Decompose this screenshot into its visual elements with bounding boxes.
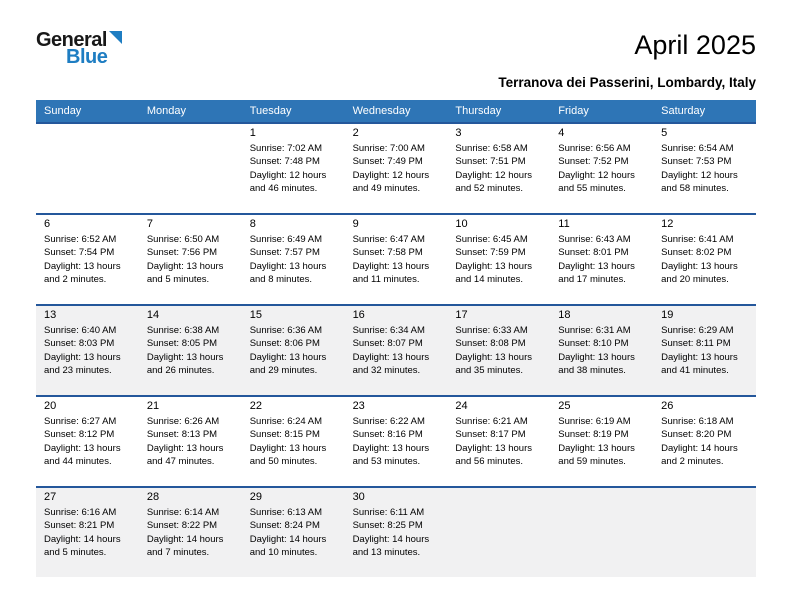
sunset-text: Sunset: 7:54 PM: [44, 247, 115, 259]
daylight-text-line1: Daylight: 12 hours: [455, 169, 532, 181]
sunset-text: Sunset: 8:05 PM: [146, 338, 218, 350]
logo-triangle-icon: [109, 31, 122, 44]
daylight-text-line2: and 7 minutes.: [146, 547, 210, 559]
location-subtitle: Terranova dei Passerini, Lombardy, Italy: [498, 75, 756, 90]
sunset-text: Sunset: 8:13 PM: [146, 429, 218, 441]
day-number: 4: [558, 127, 565, 139]
sunset-text: Sunset: 8:01 PM: [558, 247, 629, 259]
daylight-text-line1: Daylight: 13 hours: [455, 351, 532, 363]
daylight-text-line1: Daylight: 13 hours: [455, 442, 532, 454]
day-number: 18: [558, 309, 571, 321]
day-cell: [345, 215, 448, 304]
weekday-header-wednesday: Wednesday: [352, 105, 411, 117]
daylight-text-line1: Daylight: 14 hours: [352, 533, 430, 545]
day-cell: [139, 488, 242, 577]
day-cell: [550, 397, 653, 486]
daylight-text-line1: Daylight: 13 hours: [44, 351, 121, 363]
day-cell: [242, 397, 345, 486]
sunset-text: Sunset: 8:24 PM: [249, 520, 320, 532]
daylight-text-line2: and 53 minutes.: [352, 456, 421, 468]
day-cell: [36, 306, 139, 395]
title-block: [498, 30, 756, 90]
sunrise-text: Sunrise: 6:19 AM: [558, 416, 631, 427]
sunset-text: Sunset: 7:58 PM: [352, 247, 423, 259]
daylight-text-line1: Daylight: 13 hours: [558, 442, 635, 454]
daylight-text-line1: Daylight: 13 hours: [44, 260, 121, 272]
sunset-text: Sunset: 8:06 PM: [249, 338, 320, 350]
day-cell: [447, 124, 550, 213]
week-row: [36, 213, 756, 304]
day-number: 5: [661, 127, 668, 139]
daylight-text-line2: and 47 minutes.: [146, 456, 215, 468]
day-number: 12: [661, 218, 674, 230]
day-cell: [242, 124, 345, 213]
day-number: 30: [352, 491, 365, 503]
sunrise-text: Sunrise: 6:13 AM: [249, 507, 323, 518]
sunrise-text: Sunrise: 7:00 AM: [352, 143, 425, 154]
calendar-weeks: [36, 122, 756, 577]
daylight-text-line1: Daylight: 13 hours: [146, 351, 224, 363]
sunset-text: Sunset: 8:03 PM: [44, 338, 115, 350]
daylight-text-line1: Daylight: 14 hours: [44, 533, 121, 545]
daylight-text-line2: and 46 minutes.: [249, 183, 318, 195]
day-number: 8: [249, 218, 256, 230]
day-cell: [242, 488, 345, 577]
sunset-text: Sunset: 7:53 PM: [661, 156, 732, 168]
weekday-header-thursday: Thursday: [455, 105, 502, 117]
week-row: [36, 122, 756, 213]
day-cell: [345, 488, 448, 577]
day-number: 28: [146, 491, 160, 503]
day-number: 16: [352, 309, 365, 321]
daylight-text-line2: and 35 minutes.: [455, 365, 524, 377]
daylight-text-line1: Daylight: 13 hours: [661, 351, 738, 363]
sunset-text: Sunset: 7:51 PM: [455, 156, 526, 168]
day-number: 13: [44, 309, 57, 321]
daylight-text-line2: and 55 minutes.: [558, 183, 626, 195]
weekday-header-row: [36, 100, 756, 122]
daylight-text-line1: Daylight: 12 hours: [352, 169, 430, 181]
day-cell: [139, 397, 242, 486]
sunrise-text: Sunrise: 6:49 AM: [249, 234, 323, 245]
day-cell: [550, 124, 653, 213]
general-blue-logo: [36, 30, 122, 67]
daylight-text-line1: Daylight: 13 hours: [146, 260, 224, 272]
daylight-text-line1: Daylight: 12 hours: [558, 169, 635, 181]
sunrise-text: Sunrise: 6:43 AM: [558, 234, 631, 245]
sunset-text: Sunset: 8:22 PM: [146, 520, 218, 532]
daylight-text-line1: Daylight: 12 hours: [249, 169, 327, 181]
day-cell: [36, 397, 139, 486]
daylight-text-line2: and 49 minutes.: [352, 183, 421, 195]
sunrise-text: Sunrise: 6:16 AM: [44, 507, 117, 518]
weekday-header-tuesday: Tuesday: [249, 105, 292, 117]
daylight-text-line2: and 14 minutes.: [455, 274, 524, 286]
sunset-text: Sunset: 7:57 PM: [249, 247, 320, 259]
daylight-text-line1: Daylight: 13 hours: [249, 442, 327, 454]
daylight-text-line1: Daylight: 14 hours: [249, 533, 327, 545]
sunrise-text: Sunrise: 6:22 AM: [352, 416, 425, 427]
day-cell: [36, 488, 139, 577]
day-number: 22: [249, 400, 262, 412]
daylight-text-line1: Daylight: 13 hours: [352, 442, 430, 454]
day-number: 9: [352, 218, 359, 230]
day-cell: [36, 215, 139, 304]
daylight-text-line2: and 5 minutes.: [44, 547, 107, 559]
sunset-text: Sunset: 7:52 PM: [558, 156, 629, 168]
day-number: 11: [558, 218, 570, 230]
week-row: [36, 304, 756, 395]
sunrise-text: Sunrise: 6:52 AM: [44, 234, 117, 245]
sunrise-text: Sunrise: 7:02 AM: [249, 143, 323, 154]
daylight-text-line2: and 52 minutes.: [455, 183, 524, 195]
day-cell: [139, 215, 242, 304]
sunrise-text: Sunrise: 6:14 AM: [146, 507, 220, 518]
sunset-text: Sunset: 7:49 PM: [352, 156, 423, 168]
sunset-text: Sunset: 8:21 PM: [44, 520, 115, 532]
sunset-text: Sunset: 7:59 PM: [455, 247, 526, 259]
daylight-text-line2: and 58 minutes.: [661, 183, 729, 195]
day-cell: [653, 215, 756, 304]
day-cell: [345, 124, 448, 213]
sunset-text: Sunset: 8:02 PM: [661, 247, 732, 259]
daylight-text-line1: Daylight: 14 hours: [661, 442, 738, 454]
sunrise-text: Sunrise: 6:56 AM: [558, 143, 631, 154]
sunrise-text: Sunrise: 6:33 AM: [455, 325, 528, 336]
empty-day-cell: [550, 488, 653, 577]
weekday-header-sunday: Sunday: [44, 105, 82, 117]
sunset-text: Sunset: 8:08 PM: [455, 338, 526, 350]
daylight-text-line2: and 8 minutes.: [249, 274, 313, 286]
day-cell: [447, 306, 550, 395]
daylight-text-line1: Daylight: 13 hours: [352, 260, 430, 272]
daylight-text-line2: and 38 minutes.: [558, 365, 626, 377]
daylight-text-line2: and 29 minutes.: [249, 365, 318, 377]
sunrise-text: Sunrise: 6:27 AM: [44, 416, 117, 427]
sunrise-text: Sunrise: 6:21 AM: [455, 416, 528, 427]
sunset-text: Sunset: 8:25 PM: [352, 520, 423, 532]
day-cell: [242, 215, 345, 304]
logo-text-blue: Blue: [66, 46, 108, 68]
daylight-text-line2: and 50 minutes.: [249, 456, 318, 468]
daylight-text-line2: and 32 minutes.: [352, 365, 421, 377]
sunset-text: Sunset: 8:11 PM: [661, 338, 731, 350]
sunrise-text: Sunrise: 6:54 AM: [661, 143, 734, 154]
daylight-text-line2: and 13 minutes.: [352, 547, 421, 559]
sunrise-text: Sunrise: 6:47 AM: [352, 234, 425, 245]
day-number: 6: [44, 218, 51, 230]
sunrise-text: Sunrise: 6:45 AM: [455, 234, 528, 245]
daylight-text-line2: and 20 minutes.: [661, 274, 729, 286]
empty-day-cell: [447, 488, 550, 577]
empty-day-cell: [139, 124, 242, 213]
day-cell: [550, 215, 653, 304]
daylight-text-line1: Daylight: 13 hours: [146, 442, 224, 454]
sunset-text: Sunset: 8:12 PM: [44, 429, 115, 441]
weekday-header-saturday: Saturday: [661, 105, 706, 117]
sunrise-text: Sunrise: 6:50 AM: [146, 234, 220, 245]
daylight-text-line1: Daylight: 13 hours: [558, 351, 635, 363]
sunset-text: Sunset: 8:07 PM: [352, 338, 423, 350]
sunset-text: Sunset: 7:56 PM: [146, 247, 218, 259]
sunset-text: Sunset: 8:19 PM: [558, 429, 629, 441]
empty-day-cell: [36, 124, 139, 213]
week-row: [36, 486, 756, 577]
daylight-text-line2: and 56 minutes.: [455, 456, 524, 468]
daylight-text-line1: Daylight: 13 hours: [455, 260, 532, 272]
day-number: 29: [249, 491, 262, 503]
sunrise-text: Sunrise: 6:29 AM: [661, 325, 734, 336]
sunset-text: Sunset: 8:20 PM: [661, 429, 732, 441]
sunrise-text: Sunrise: 6:38 AM: [146, 325, 220, 336]
day-number: 23: [352, 400, 365, 412]
day-cell: [242, 306, 345, 395]
sunrise-text: Sunrise: 6:11 AM: [352, 507, 425, 518]
daylight-text-line1: Daylight: 13 hours: [249, 351, 327, 363]
day-number: 10: [455, 218, 468, 230]
sunset-text: Sunset: 8:10 PM: [558, 338, 629, 350]
day-number: 3: [455, 127, 462, 139]
day-number: 19: [661, 309, 674, 321]
page-title: April 2025: [634, 30, 756, 60]
day-cell: [653, 124, 756, 213]
day-number: 27: [44, 491, 57, 503]
weekday-header-monday: Monday: [146, 105, 186, 117]
daylight-text-line2: and 5 minutes.: [146, 274, 210, 286]
sunset-text: Sunset: 7:48 PM: [249, 156, 320, 168]
daylight-text-line2: and 41 minutes.: [661, 365, 729, 377]
daylight-text-line2: and 44 minutes.: [44, 456, 112, 468]
day-number: 21: [146, 400, 160, 412]
day-number: 7: [146, 218, 153, 230]
day-cell: [447, 215, 550, 304]
daylight-text-line2: and 26 minutes.: [146, 365, 215, 377]
day-number: 2: [352, 127, 359, 139]
sunrise-text: Sunrise: 6:58 AM: [455, 143, 528, 154]
day-cell: [653, 306, 756, 395]
daylight-text-line1: Daylight: 13 hours: [558, 260, 635, 272]
sunset-text: Sunset: 8:15 PM: [249, 429, 320, 441]
daylight-text-line2: and 11 minutes.: [352, 274, 420, 286]
sunrise-text: Sunrise: 6:40 AM: [44, 325, 117, 336]
sunrise-text: Sunrise: 6:24 AM: [249, 416, 323, 427]
daylight-text-line1: Daylight: 13 hours: [661, 260, 738, 272]
day-number: 26: [661, 400, 674, 412]
daylight-text-line1: Daylight: 13 hours: [352, 351, 430, 363]
daylight-text-line1: Daylight: 13 hours: [44, 442, 121, 454]
day-number: 15: [249, 309, 262, 321]
day-cell: [139, 306, 242, 395]
daylight-text-line2: and 23 minutes.: [44, 365, 112, 377]
daylight-text-line1: Daylight: 13 hours: [249, 260, 327, 272]
day-cell: [550, 306, 653, 395]
day-number: 14: [146, 309, 160, 321]
sunrise-text: Sunrise: 6:41 AM: [661, 234, 734, 245]
day-number: 1: [249, 127, 256, 139]
sunrise-text: Sunrise: 6:26 AM: [146, 416, 220, 427]
day-cell: [345, 306, 448, 395]
sunrise-text: Sunrise: 6:34 AM: [352, 325, 425, 336]
page-header: [36, 30, 756, 90]
day-number: 24: [455, 400, 468, 412]
day-number: 25: [558, 400, 571, 412]
daylight-text-line2: and 2 minutes.: [44, 274, 107, 286]
sunrise-text: Sunrise: 6:31 AM: [558, 325, 631, 336]
daylight-text-line2: and 2 minutes.: [661, 456, 724, 468]
sunrise-text: Sunrise: 6:36 AM: [249, 325, 323, 336]
day-cell: [345, 397, 448, 486]
daylight-text-line2: and 17 minutes.: [558, 274, 626, 286]
week-row: [36, 395, 756, 486]
daylight-text-line2: and 10 minutes.: [249, 547, 318, 559]
daylight-text-line1: Daylight: 12 hours: [661, 169, 738, 181]
day-cell: [653, 397, 756, 486]
empty-day-cell: [653, 488, 756, 577]
daylight-text-line2: and 59 minutes.: [558, 456, 626, 468]
sunset-text: Sunset: 8:17 PM: [455, 429, 526, 441]
day-number: 17: [455, 309, 468, 321]
weekday-header-friday: Friday: [558, 105, 589, 117]
day-number: 20: [44, 400, 57, 412]
sunrise-text: Sunrise: 6:18 AM: [661, 416, 734, 427]
sunset-text: Sunset: 8:16 PM: [352, 429, 423, 441]
calendar-table: [36, 100, 756, 577]
logo-text-general: General: [36, 29, 107, 51]
day-cell: [447, 397, 550, 486]
daylight-text-line1: Daylight: 14 hours: [146, 533, 224, 545]
